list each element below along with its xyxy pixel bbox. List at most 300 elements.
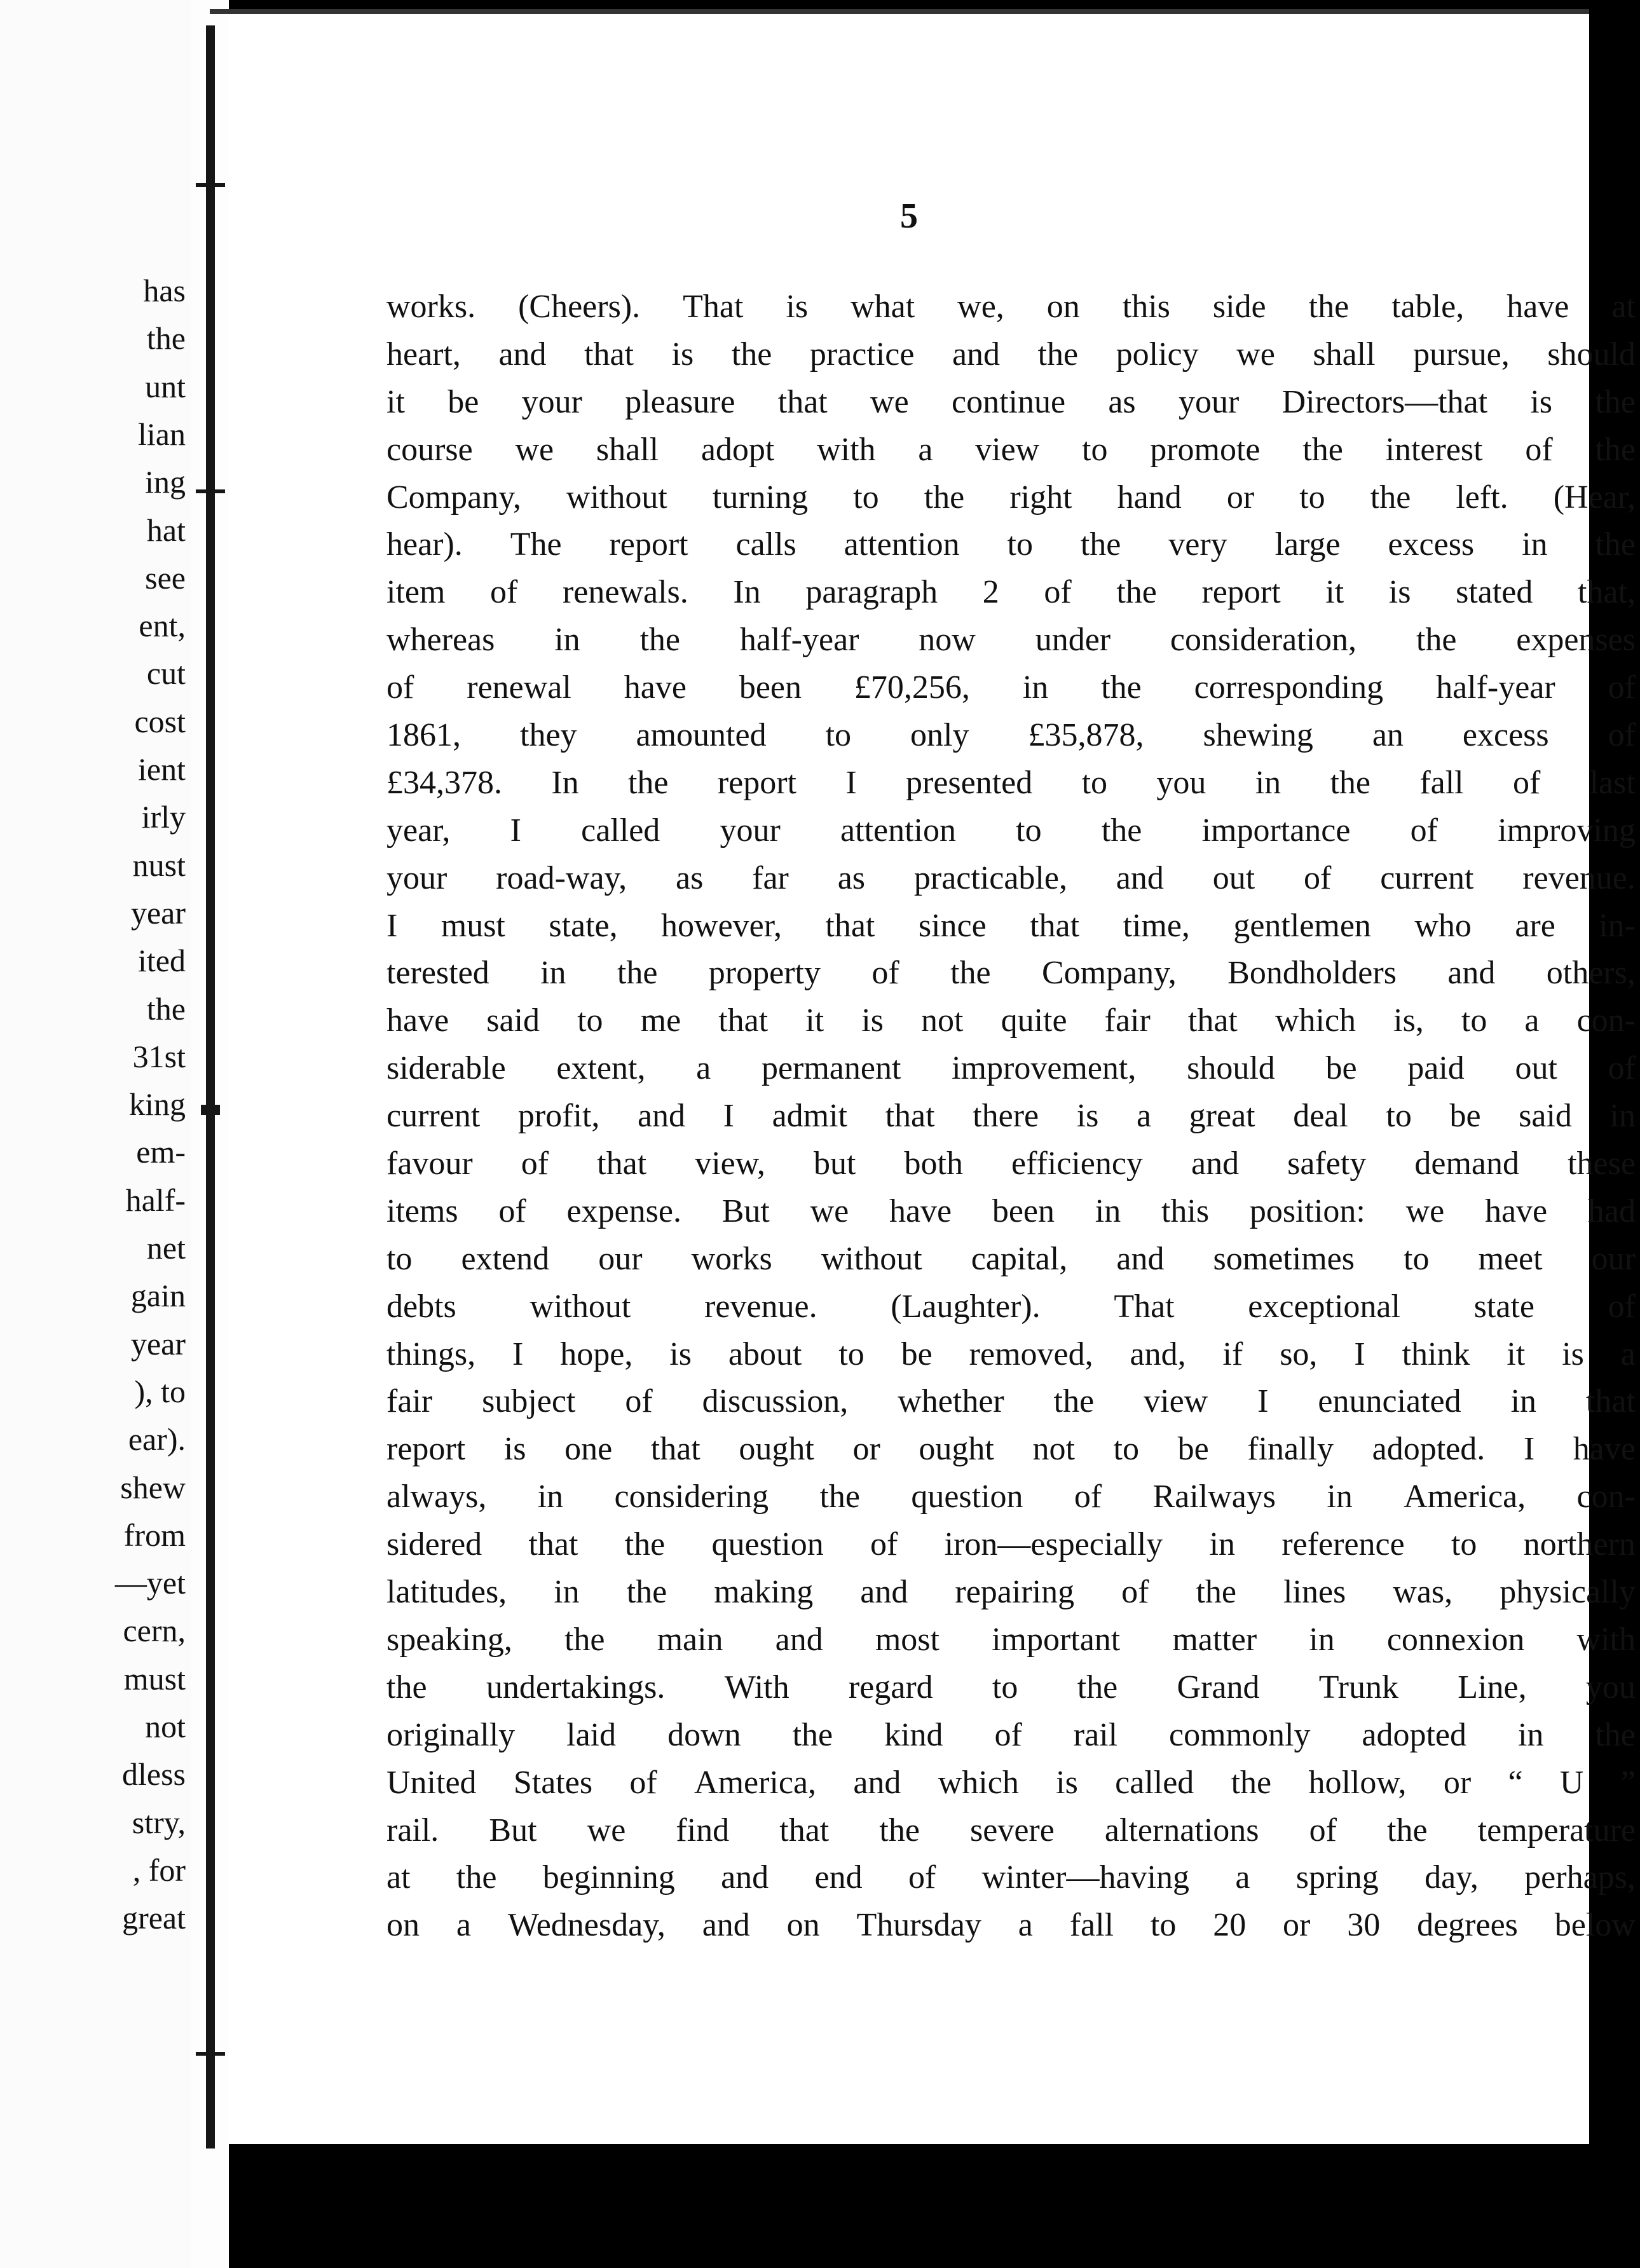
word: consideration,: [1170, 622, 1357, 659]
text-line: [386, 427, 1636, 474]
text-line: [386, 1902, 1636, 1950]
word: to: [1150, 1907, 1177, 1944]
text-line: [386, 617, 1636, 664]
word: presented: [906, 764, 1033, 801]
left-page-line: ear).: [128, 1421, 186, 1458]
word: I: [1523, 1431, 1535, 1468]
word: making: [714, 1574, 814, 1611]
word: and: [775, 1621, 823, 1658]
word: of: [1525, 431, 1553, 468]
word: commonly: [1169, 1716, 1311, 1753]
word: and: [721, 1859, 769, 1896]
word: however,: [661, 907, 782, 944]
word: the: [639, 622, 680, 659]
left-page-line: ited: [138, 943, 186, 979]
word: perhaps,: [1524, 1859, 1636, 1896]
word: promote: [1150, 431, 1261, 468]
word: attention: [840, 812, 956, 849]
word: of: [1121, 1574, 1149, 1611]
left-page-line: the: [146, 320, 186, 357]
word: now: [919, 622, 976, 659]
left-page-line: lian: [138, 416, 186, 452]
word: meet: [1478, 1240, 1543, 1277]
word: the: [1077, 1669, 1118, 1705]
word: shall: [1313, 336, 1376, 372]
word: in: [554, 622, 580, 659]
word: not: [921, 1002, 964, 1039]
word: there: [973, 1098, 1039, 1135]
word: to: [1451, 1526, 1477, 1563]
word: kind: [884, 1716, 943, 1753]
word: Line,: [1458, 1669, 1527, 1705]
word: we: [1236, 336, 1275, 372]
word: (Laughter).: [891, 1288, 1041, 1325]
word: amounted: [636, 717, 767, 754]
word: the: [1037, 336, 1079, 372]
word: in: [1327, 1479, 1353, 1515]
left-page-line: net: [146, 1230, 186, 1266]
word: improvement,: [952, 1050, 1137, 1087]
binding-knot: [201, 1105, 220, 1115]
word: said: [486, 1002, 540, 1039]
word: the: [1302, 431, 1343, 468]
word: iron—especially: [944, 1526, 1163, 1563]
word: works: [691, 1240, 772, 1277]
word: of: [629, 1764, 657, 1801]
text-line: [386, 521, 1636, 569]
text-line: [386, 1521, 1636, 1569]
word: current: [1380, 859, 1474, 896]
word: the: [1101, 812, 1142, 849]
word: But: [489, 1812, 537, 1848]
word: the: [792, 1716, 833, 1753]
word: policy: [1116, 336, 1199, 372]
word: the: [1080, 526, 1121, 563]
word: question: [911, 1479, 1023, 1515]
word: this: [1122, 289, 1170, 325]
word: of: [521, 1145, 549, 1182]
word: that: [1030, 907, 1080, 944]
word: gentlemen: [1233, 907, 1371, 944]
word: find: [676, 1812, 730, 1848]
word: the: [1101, 669, 1142, 706]
word: (Hear,: [1553, 479, 1636, 516]
word: con-: [1576, 1479, 1636, 1515]
word: of: [386, 669, 414, 706]
word: considering: [614, 1479, 769, 1515]
word: hear).: [386, 526, 463, 563]
word: 20: [1213, 1907, 1247, 1944]
word: only: [910, 717, 969, 754]
word: which: [938, 1764, 1019, 1801]
left-page-fragment: [0, 0, 191, 2268]
text-line: [386, 1426, 1636, 1473]
word: favour: [386, 1145, 473, 1182]
word: your: [386, 859, 448, 896]
word: attention: [844, 526, 960, 563]
word: to: [1299, 479, 1325, 516]
left-page-line: king: [129, 1086, 186, 1123]
word: day,: [1425, 1859, 1479, 1896]
word: repairing: [955, 1574, 1075, 1611]
word: in: [540, 955, 566, 992]
word: works.: [386, 289, 476, 325]
word: winter—having: [981, 1859, 1189, 1896]
word: view: [1144, 1383, 1208, 1420]
word: to: [1082, 431, 1108, 468]
left-page-line: has: [143, 273, 186, 308]
word: are: [1515, 907, 1555, 944]
word: year,: [386, 812, 451, 849]
word: below: [1554, 1907, 1636, 1944]
word: our: [1591, 1240, 1636, 1277]
word: current: [386, 1098, 481, 1135]
word: paragraph: [805, 574, 938, 611]
word: and: [498, 336, 547, 372]
word: at: [1611, 289, 1636, 325]
word: the: [617, 955, 658, 992]
word: and: [952, 336, 1001, 372]
word: who: [1414, 907, 1472, 944]
word: fair: [1104, 1002, 1151, 1039]
left-page-line: 31st: [132, 1038, 186, 1074]
word: table,: [1391, 289, 1465, 325]
word: a: [1018, 1907, 1033, 1944]
word: £70,256,: [854, 669, 970, 706]
word: been: [992, 1192, 1055, 1229]
word: of: [871, 955, 899, 992]
word: or: [1443, 1764, 1472, 1801]
word: paid: [1407, 1050, 1465, 1087]
word: pleasure: [625, 383, 735, 420]
word: important: [992, 1621, 1121, 1658]
word: I: [723, 1098, 734, 1135]
word: said: [1519, 1098, 1572, 1135]
left-page-line: cern,: [123, 1613, 186, 1649]
left-page-line: em-: [136, 1134, 186, 1170]
word: of: [1608, 717, 1636, 754]
word: on: [1046, 289, 1080, 325]
text-line: [386, 1378, 1636, 1426]
word: in: [1209, 1526, 1236, 1563]
word: stated: [1456, 574, 1533, 611]
word: latitudes,: [386, 1574, 507, 1611]
word: importance: [1201, 812, 1351, 849]
word: far: [752, 859, 789, 896]
word: of: [1608, 1050, 1636, 1087]
word: a: [1620, 1336, 1636, 1372]
word: your: [521, 383, 582, 420]
left-page-line: shew: [120, 1469, 186, 1505]
left-page-line: cost: [134, 703, 186, 739]
word: enunciated: [1318, 1383, 1461, 1420]
word: half-year: [1436, 669, 1555, 706]
word: and: [860, 1574, 908, 1611]
word: view,: [695, 1145, 765, 1182]
word: States: [513, 1764, 593, 1801]
word: the: [456, 1859, 497, 1896]
word: most: [875, 1621, 940, 1658]
word: the: [1116, 574, 1157, 611]
word: the: [879, 1812, 920, 1848]
left-page-line: gain: [130, 1278, 186, 1314]
word: out: [1515, 1050, 1557, 1087]
word: corresponding: [1194, 669, 1384, 706]
word: ought: [739, 1431, 814, 1468]
word: is,: [1393, 1002, 1424, 1039]
word: whether: [898, 1383, 1004, 1420]
word: I: [845, 764, 857, 801]
word: capital,: [971, 1240, 1068, 1277]
word: efficiency: [1011, 1145, 1143, 1182]
word: is: [1388, 574, 1411, 611]
word: of: [908, 1859, 936, 1896]
word: In: [733, 574, 761, 611]
word: a: [1235, 1859, 1250, 1896]
word: the: [1231, 1764, 1272, 1801]
word: should: [1547, 336, 1636, 372]
word: these: [1568, 1145, 1636, 1182]
text-line: [386, 903, 1636, 950]
word: must: [441, 907, 505, 944]
left-page-line: year: [130, 894, 186, 931]
word: sometimes: [1213, 1240, 1355, 1277]
word: called: [1115, 1764, 1194, 1801]
word: physically: [1500, 1574, 1636, 1611]
word: and: [1191, 1145, 1240, 1182]
word: rail: [1073, 1716, 1118, 1753]
word: and: [1447, 955, 1496, 992]
top-edge-rule: [210, 9, 1589, 14]
word: your: [1178, 383, 1240, 420]
word: to: [386, 1240, 413, 1277]
word: of: [498, 1192, 526, 1229]
word: In: [551, 764, 579, 801]
word: time,: [1123, 907, 1190, 944]
word: the: [1330, 764, 1370, 801]
word: and: [1116, 859, 1164, 896]
left-page-line: —yet: [114, 1565, 186, 1601]
word: to: [577, 1002, 603, 1039]
word: removed,: [969, 1336, 1093, 1372]
word: (Cheers).: [518, 289, 641, 325]
word: improving: [1498, 812, 1636, 849]
word: connexion: [1386, 1621, 1525, 1658]
word: I: [1354, 1336, 1365, 1372]
word: adopt: [700, 431, 775, 468]
text-line: [386, 1283, 1636, 1331]
word: extent,: [556, 1050, 646, 1087]
word: finally: [1247, 1431, 1334, 1468]
word: report: [1201, 574, 1281, 611]
word: you: [1585, 1669, 1636, 1705]
word: the: [1370, 479, 1411, 516]
left-page-line: see: [145, 559, 186, 596]
word: report: [717, 764, 797, 801]
word: undertakings.: [486, 1669, 666, 1705]
word: things,: [386, 1336, 476, 1372]
word: had: [1587, 1192, 1636, 1229]
word: fall: [1069, 1907, 1114, 1944]
word: alternations: [1104, 1812, 1259, 1848]
text-line: [386, 760, 1636, 807]
word: it: [1325, 574, 1344, 611]
word: that: [1585, 1383, 1636, 1420]
word: U: [1559, 1764, 1584, 1801]
word: £35,878,: [1028, 717, 1144, 754]
word: and,: [1130, 1336, 1186, 1372]
word: in: [554, 1574, 580, 1611]
word: what: [851, 289, 915, 325]
word: That: [1114, 1288, 1175, 1325]
word: laid: [566, 1716, 617, 1753]
word: matter: [1172, 1621, 1257, 1658]
word: state: [1473, 1288, 1534, 1325]
text-line: [386, 1854, 1636, 1902]
word: expenses: [1516, 622, 1636, 659]
word: to: [1404, 1240, 1430, 1277]
text-line: [386, 1236, 1636, 1283]
word: permanent: [761, 1050, 901, 1087]
left-page-line: half-: [125, 1182, 186, 1218]
word: great: [1189, 1098, 1255, 1135]
word: of: [1608, 1288, 1636, 1325]
word: right: [1009, 479, 1072, 516]
word: Bondholders: [1227, 955, 1397, 992]
word: safety: [1287, 1145, 1367, 1182]
word: in: [1255, 764, 1281, 801]
word: ”: [1620, 1764, 1636, 1801]
word: of: [1309, 1812, 1337, 1848]
word: the: [1387, 1812, 1428, 1848]
word: very: [1168, 526, 1227, 563]
word: and: [853, 1764, 901, 1801]
word: originally: [386, 1716, 516, 1753]
word: is: [1530, 383, 1553, 420]
word: that,: [1577, 574, 1636, 611]
word: last: [1589, 764, 1636, 801]
word: the: [819, 1479, 860, 1515]
word: in: [537, 1479, 564, 1515]
word: they: [520, 717, 577, 754]
book-binding: [191, 0, 229, 2268]
word: shall: [596, 431, 659, 468]
word: America,: [694, 1764, 817, 1801]
left-page-line: not: [145, 1709, 186, 1744]
binding-spine: [206, 25, 215, 2148]
word: to: [853, 479, 879, 516]
word: severe: [970, 1812, 1055, 1848]
word: a: [1524, 1002, 1540, 1039]
word: of: [1304, 859, 1332, 896]
word: course: [386, 431, 473, 468]
word: as: [675, 859, 704, 896]
word: whereas: [386, 622, 495, 659]
word: is: [671, 336, 694, 372]
word: the: [564, 1621, 605, 1658]
word: position:: [1249, 1192, 1365, 1229]
word: the: [1595, 383, 1636, 420]
word: we: [810, 1192, 849, 1229]
word: deal: [1293, 1098, 1348, 1135]
left-page-line: year: [130, 1325, 186, 1362]
text-line: [386, 379, 1636, 427]
word: Wednesday,: [507, 1907, 666, 1944]
word: report: [386, 1431, 466, 1468]
word: is: [786, 289, 809, 325]
text-line: [386, 1712, 1636, 1759]
left-page-line: ient: [138, 751, 186, 787]
word: not: [1032, 1431, 1075, 1468]
word: in: [1022, 669, 1049, 706]
word: have: [1573, 1431, 1636, 1468]
word: terested: [386, 955, 489, 992]
word: With: [724, 1669, 789, 1705]
word: to: [1081, 764, 1108, 801]
text-line: [386, 1616, 1636, 1664]
left-page-line: great: [122, 1900, 186, 1936]
word: and: [1116, 1240, 1165, 1277]
word: in: [1095, 1192, 1121, 1229]
word: that: [885, 1098, 935, 1135]
word: main: [657, 1621, 723, 1658]
word: half-year: [739, 622, 859, 659]
word: 1861,: [386, 717, 461, 754]
word: that: [528, 1526, 578, 1563]
word: question: [711, 1526, 824, 1563]
word: have: [624, 669, 687, 706]
word: is: [1562, 1336, 1584, 1372]
word: of: [625, 1383, 653, 1420]
word: £34,378.: [386, 764, 502, 801]
word: have: [1507, 289, 1569, 325]
word: to: [825, 717, 852, 754]
word: discussion,: [702, 1383, 849, 1420]
word: item: [386, 574, 446, 611]
word: northern: [1523, 1526, 1636, 1563]
text-line: [386, 664, 1636, 712]
word: that: [825, 907, 875, 944]
word: about: [728, 1336, 802, 1372]
text-line: [386, 950, 1636, 997]
word: down: [667, 1716, 741, 1753]
left-page-line: , for: [132, 1852, 186, 1888]
word: with: [1576, 1621, 1636, 1658]
text-line: [386, 1331, 1636, 1379]
word: extend: [461, 1240, 550, 1277]
word: so,: [1280, 1336, 1318, 1372]
text-line: [386, 807, 1636, 855]
word: the: [1595, 431, 1636, 468]
word: Grand: [1177, 1669, 1260, 1705]
word: your: [720, 812, 781, 849]
word: pursue,: [1413, 336, 1510, 372]
word: is: [1056, 1764, 1078, 1801]
word: or: [852, 1431, 880, 1468]
word: have: [1484, 1192, 1548, 1229]
word: large: [1274, 526, 1341, 563]
word: end: [814, 1859, 863, 1896]
word: Company,: [1041, 955, 1177, 992]
word: one: [564, 1431, 613, 1468]
word: “: [1508, 1764, 1523, 1801]
word: the: [386, 1669, 427, 1705]
word: of: [1074, 1479, 1102, 1515]
word: heart,: [386, 336, 461, 372]
left-page-line: unt: [145, 368, 186, 404]
word: of: [490, 574, 518, 611]
word: think: [1402, 1336, 1470, 1372]
